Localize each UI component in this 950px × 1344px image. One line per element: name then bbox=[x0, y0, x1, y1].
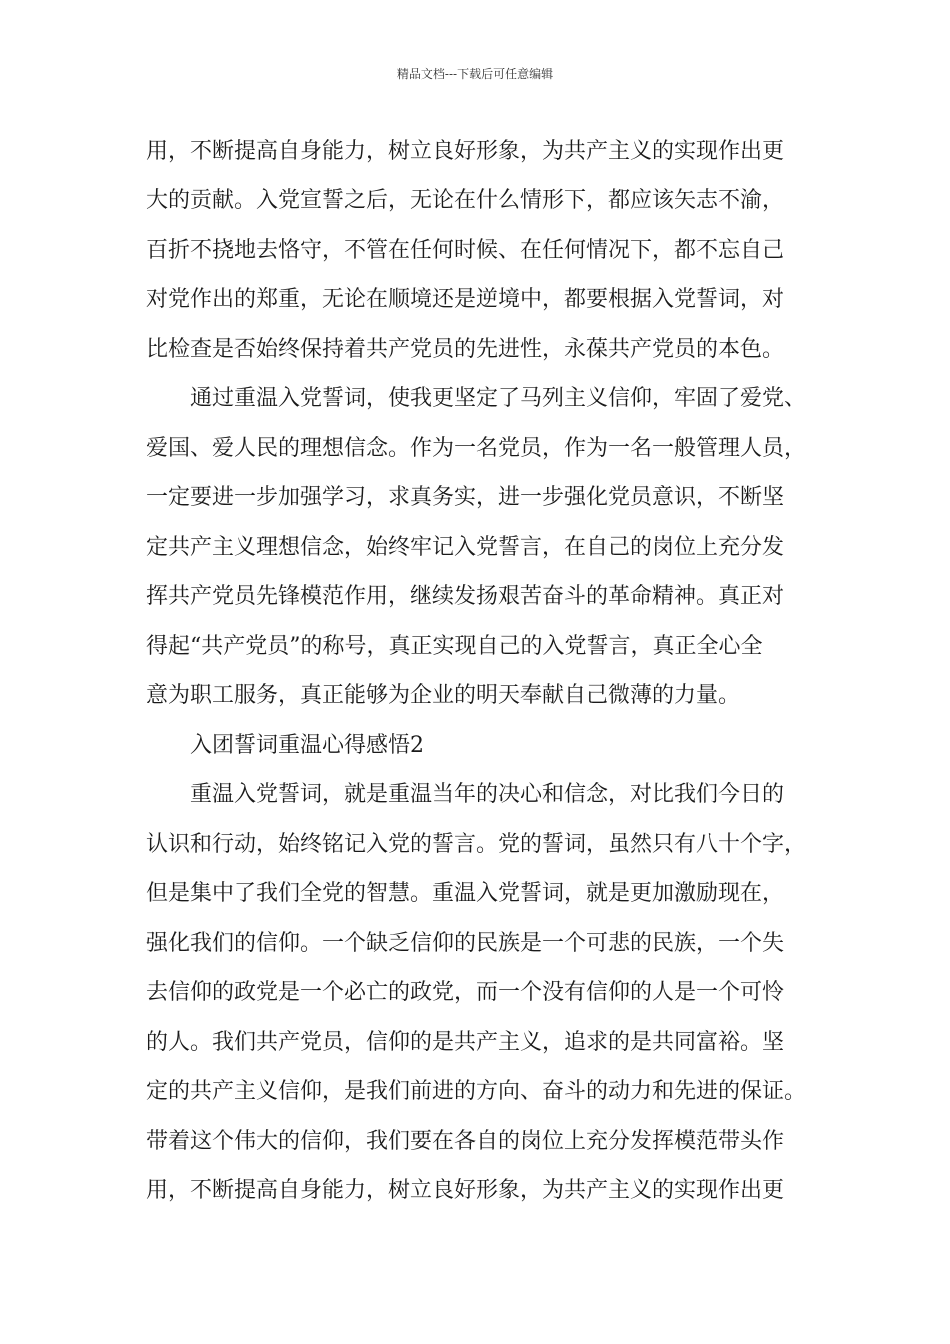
text-line: 百折不挠地去恪守，不管在任何时候、在任何情况下，都不忘自己 bbox=[146, 238, 785, 263]
text-line: 挥共产党员先锋模范作用，继续发扬艰苦奋斗的革命精神。真正对 bbox=[146, 584, 785, 609]
text-line: 大的贡献。入党宣誓之后，无论在什么情形下，都应该矢志不渝， bbox=[146, 188, 785, 213]
text-line: 比检查是否始终保持着共产党员的先进性，永葆共产党员的本色。 bbox=[146, 337, 785, 362]
text-line: 强化我们的信仰。一个缺乏信仰的民族是一个可悲的民族，一个失 bbox=[146, 931, 785, 956]
text-line: 对党作出的郑重，无论在顺境还是逆境中，都要根据入党誓词，对 bbox=[146, 287, 785, 312]
text-line: 但是集中了我们全党的智慧。重温入党誓词，就是更加激励现在， bbox=[146, 881, 785, 906]
text-line: 用，不断提高自身能力，树立良好形象，为共产主义的实现作出更 bbox=[146, 1178, 785, 1203]
paragraph-first-line: 重温入党誓词，就是重温当年的决心和信念，对比我们今日的 bbox=[190, 782, 785, 807]
text-line: 爱国、爱人民的理想信念。作为一名党员，作为一名一般管理人员， bbox=[146, 436, 807, 461]
text-line: 得起“共产党员”的称号，真正实现自己的入党誓言，真正全心全 bbox=[146, 634, 763, 659]
text-line: 定的共产主义信仰，是我们前进的方向、奋斗的动力和先进的保证。 bbox=[146, 1079, 807, 1104]
text-line: 带着这个伟大的信仰，我们要在各自的岗位上充分发挥模范带头作 bbox=[146, 1129, 785, 1154]
text-line: 去信仰的政党是一个必亡的政党，而一个没有信仰的人是一个可怜 bbox=[146, 980, 785, 1005]
page-header: 精品文档---下载后可任意编辑 bbox=[396, 67, 554, 81]
text-line: 定共产主义理想信念，始终牢记入党誓言，在自己的岗位上充分发 bbox=[146, 535, 785, 560]
section-heading: 入团誓词重温心得感悟2 bbox=[190, 733, 424, 758]
paragraph-first-line: 通过重温入党誓词，使我更坚定了马列主义信仰，牢固了爱党、 bbox=[190, 386, 807, 411]
text-line: 意为职工服务，真正能够为企业的明天奉献自己微薄的力量。 bbox=[146, 683, 741, 708]
text-line: 认识和行动，始终铭记入党的誓言。党的誓词，虽然只有八十个字， bbox=[146, 832, 807, 857]
text-line: 的人。我们共产党员，信仰的是共产主义，追求的是共同富裕。坚 bbox=[146, 1030, 785, 1055]
text-line: 一定要进一步加强学习，求真务实，进一步强化党员意识，不断坚 bbox=[146, 485, 785, 510]
text-line: 用，不断提高自身能力，树立良好形象，为共产主义的实现作出更 bbox=[146, 139, 785, 164]
